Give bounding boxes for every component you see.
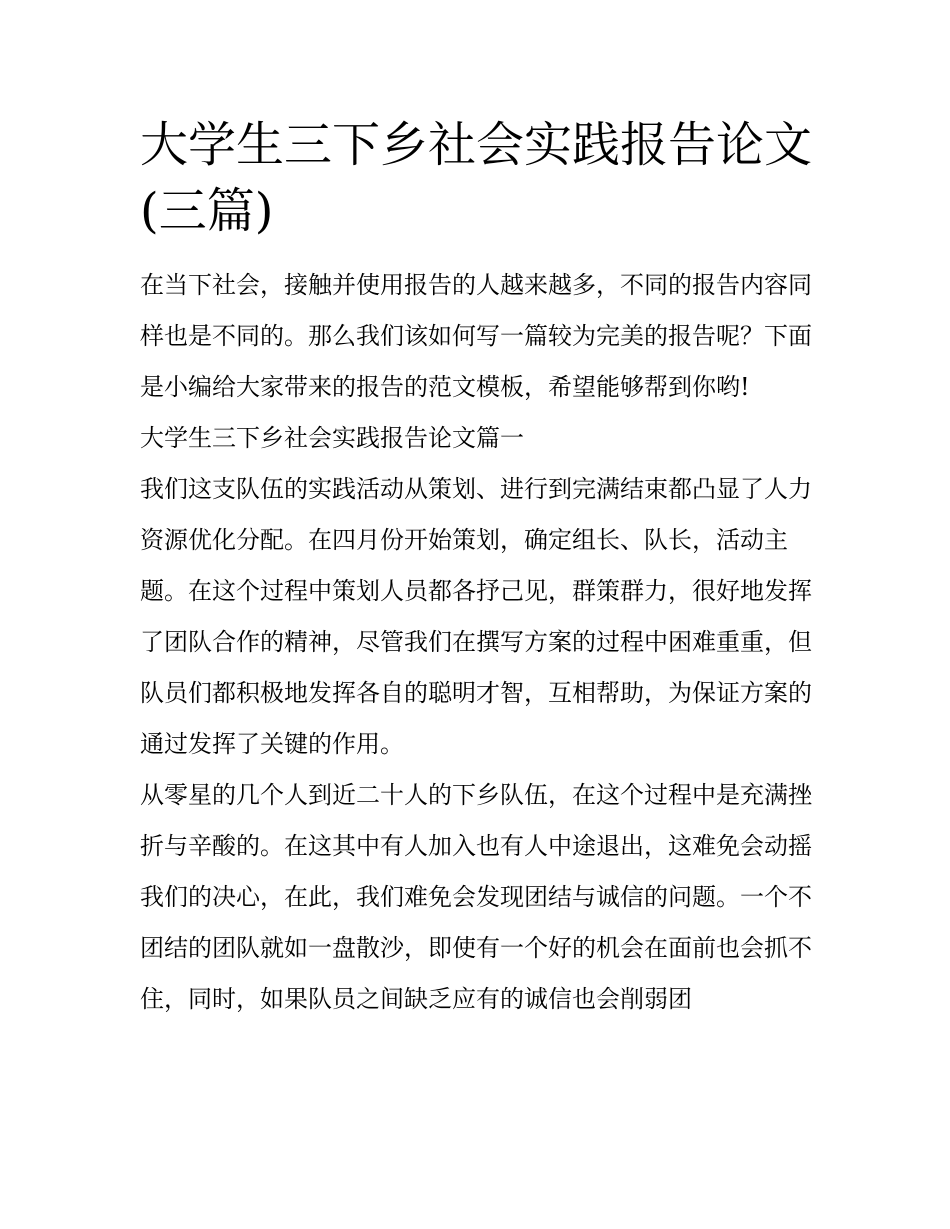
intro-paragraph: 在当下社会，接触并使用报告的人越来越多，不同的报告内容同样也是不同的。那么我们该如何写一篇较为完美的报告呢？下面是小编给大家带来的报告的范文模板，希望能够帮到你哟! <box>140 271 812 401</box>
body-paragraph-1: 我们这支队伍的实践活动从策划、进行到完满结束都凸显了人力资源优化分配。在四月份开始策划，确定组长、队长，活动主题。在这个过程中策划人员都各抒己见，群策群力，很好地发挥了团队合作的精神，尽管我们在撰写方案的过程中困难重重，但队员们都积极地发挥各自的聪明才智，互相帮助，为保证方案的通过发挥了关键的作用。 <box>140 475 812 758</box>
document-content <box>140 112 812 1025</box>
document-body <box>140 260 812 1025</box>
body-paragraph-2: 从零星的几个人到近二十人的下乡队伍，在这个过程中是充满挫折与辛酸的。在这其中有人加入也有人中途退出，这难免会动摇我们的决心，在此，我们难免会发现团结与诚信的问题。一个不团结的团队就如一盘散沙，即使有一个好的机会在面前也会抓不住，同时，如果队员之间缺乏应有的诚信也会削弱团 <box>140 781 812 1013</box>
section-heading: 大学生三下乡社会实践报告论文篇一 <box>140 424 524 452</box>
document-title: 大学生三下乡社会实践报告论文(三篇) <box>140 117 813 239</box>
